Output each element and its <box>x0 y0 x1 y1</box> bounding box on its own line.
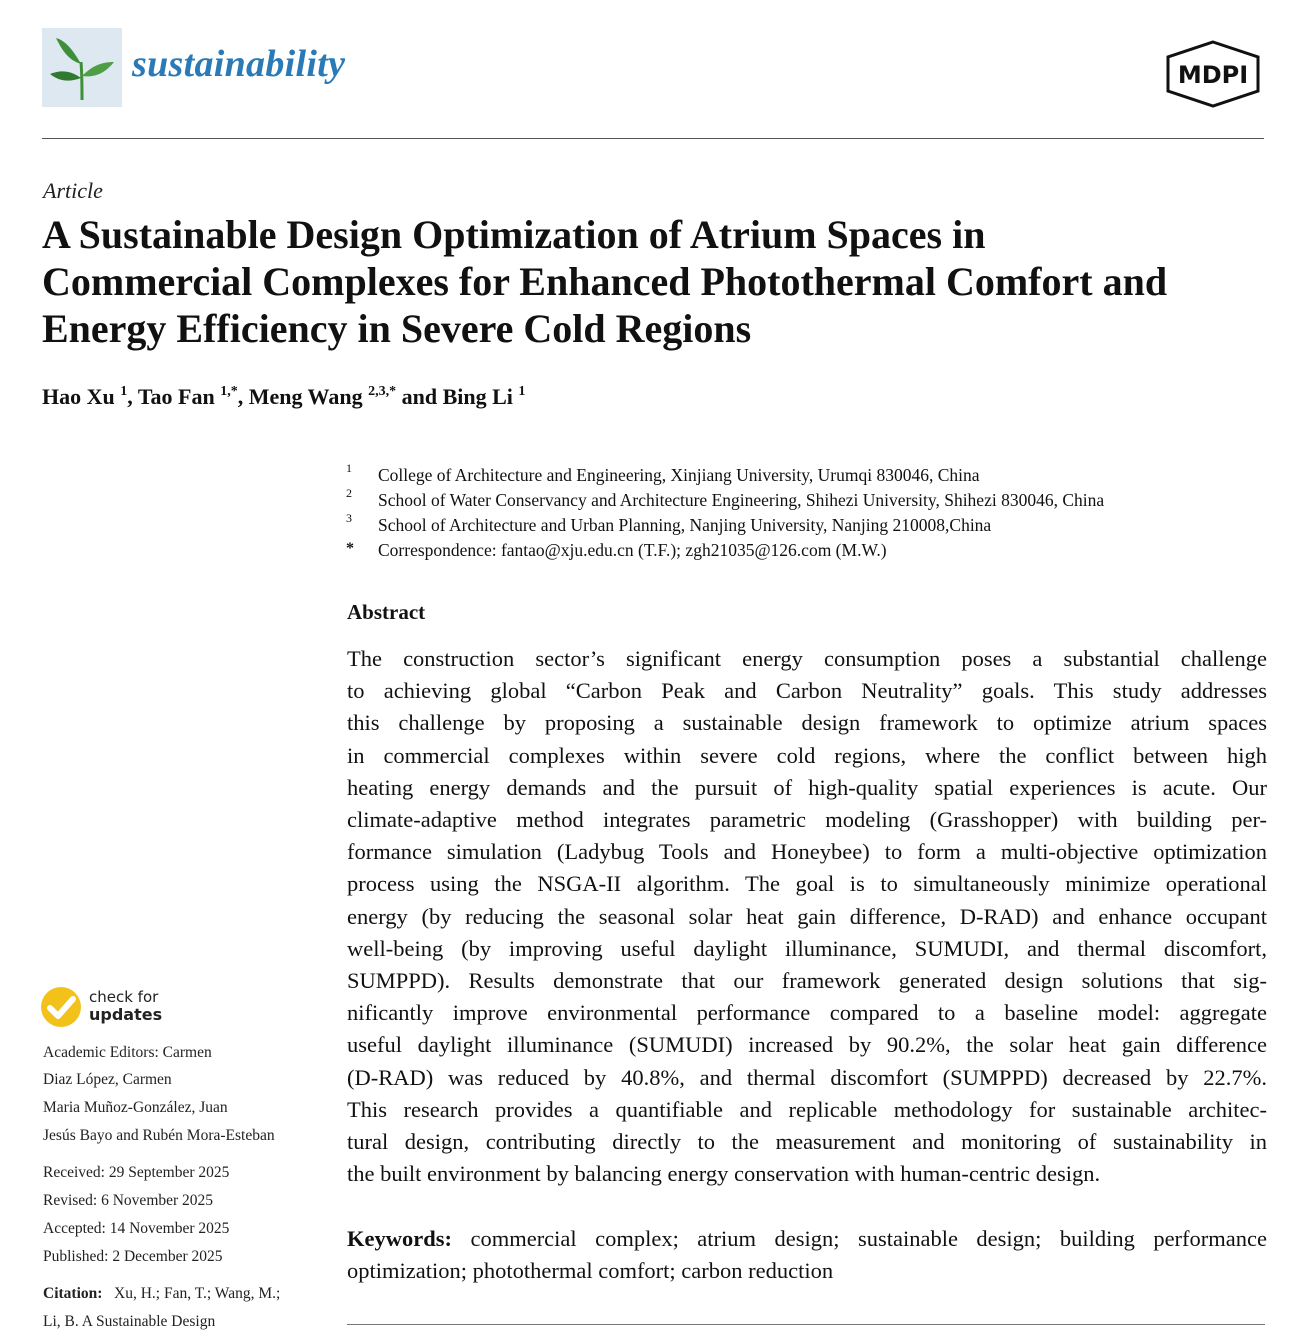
author-list <box>42 384 525 410</box>
plant-leaves-icon <box>42 28 122 107</box>
abstract-body <box>347 643 1267 1190</box>
keywords-block <box>347 1223 1267 1287</box>
title-line: A Sustainable Design Optimization of Atrium Spaces in <box>42 212 986 257</box>
footer-divider <box>347 1324 1265 1325</box>
publisher-logo[interactable] <box>1160 40 1266 108</box>
keywords-label: Keywords: <box>347 1226 452 1251</box>
author-separator: and <box>396 384 443 409</box>
abstract-line: SUMPPD). Results demonstrate that our framework generated design solutions that sig- <box>347 968 1267 994</box>
citation-line <box>43 1285 280 1303</box>
revised-date: Revised: 6 November 2025 <box>43 1192 214 1209</box>
accepted-date: Accepted: 14 November 2025 <box>43 1220 230 1237</box>
journal-logo[interactable] <box>42 28 122 107</box>
affiliation-mark: 3 <box>346 511 352 525</box>
abstract-line: This research provides a quantifiable and replicable methodology for sustainable architec- <box>347 1096 1267 1122</box>
abstract-line: in commercial complexes within severe cold regions, where the conflict between high <box>347 742 1267 768</box>
abstract-line: nificantly improve environmental performance compared to a baseline model: aggregate <box>347 1000 1267 1026</box>
abstract-line: to achieving global “Carbon Peak and Carbon Neutrality” goals. This study addresses <box>347 678 1267 704</box>
author-name[interactable]: Hao Xu <box>42 384 115 409</box>
affiliation-text: School of Water Conservancy and Architecture Engineering, Shihezi University, Shihezi 830046, China <box>378 490 1105 510</box>
check-for-updates-badge[interactable] <box>40 986 82 1028</box>
abstract-line: (D-RAD) was reduced by 40.8%, and thermal discomfort (SUMPPD) decreased by 22.7%. <box>347 1064 1267 1090</box>
author-affiliation-mark: 1,* <box>220 384 238 399</box>
citation-line: Li, B. A Sustainable Design <box>43 1313 216 1330</box>
author-affiliation-mark: 2,3,* <box>368 384 397 399</box>
citation-text: Xu, H.; Fan, T.; Wang, M.; <box>114 1285 281 1302</box>
abstract-line: this challenge by proposing a sustainable design framework to optimize atrium spaces <box>347 710 1267 736</box>
title-line: Commercial Complexes for Enhanced Photothermal Comfort and <box>42 259 1168 304</box>
check-for-updates-label[interactable] <box>89 988 162 1024</box>
abstract-heading: Abstract <box>347 600 426 624</box>
abstract-line: climate-adaptive method integrates parametric modeling (Grasshopper) with building per- <box>347 807 1267 833</box>
published-date: Published: 2 December 2025 <box>43 1248 223 1265</box>
abstract-line: the built environment by balancing energy conservation with human-centric design. <box>347 1161 1101 1187</box>
article-type: Article <box>43 178 103 203</box>
author-name[interactable]: Meng Wang <box>248 384 363 409</box>
author-separator: , <box>237 384 249 409</box>
correspondence-mark: * <box>346 540 354 557</box>
editors-line: Jesús Bayo and Rubén Mora-Esteban <box>43 1127 275 1144</box>
affiliation-mark: 2 <box>346 486 352 500</box>
received-date: Received: 29 September 2025 <box>43 1164 230 1181</box>
editors-line: Academic Editors: Carmen <box>43 1044 212 1061</box>
abstract-line: process using the NSGA-II algorithm. The goal is to simultaneously minimize operational <box>347 871 1267 897</box>
affiliation-text: School of Architecture and Urban Planning, Nanjing University, Nanjing 210008,China <box>378 515 992 535</box>
citation-label: Citation: <box>43 1285 103 1302</box>
checkmark-badge-icon <box>40 986 82 1028</box>
check-for-text: check for <box>89 988 159 1006</box>
author-affiliation-mark: 1 <box>120 384 128 399</box>
correspondence-text[interactable]: Correspondence: fantao@xju.edu.cn (T.F.); zgh21035@126.com (M.W.) <box>378 540 887 560</box>
author-affiliation-mark: 1 <box>518 384 526 399</box>
updates-text: updates <box>89 1005 163 1024</box>
abstract-line: well-being (by improving useful daylight illuminance, SUMUDI, and thermal discomfort, <box>347 935 1267 961</box>
journal-name[interactable]: sustainability <box>132 43 346 85</box>
affiliation-mark: 1 <box>346 461 352 475</box>
editors-line: Diaz López, Carmen <box>43 1071 172 1088</box>
abstract-line: useful daylight illuminance (SUMUDI) increased by 90.2%, the solar heat gain difference <box>347 1032 1267 1058</box>
publisher-name: MDPI <box>1177 61 1249 89</box>
author-name[interactable]: Bing Li <box>442 384 513 409</box>
abstract-line: heating energy demands and the pursuit of high-quality spatial experiences is acute. Our <box>347 774 1267 800</box>
affiliation-text: College of Architecture and Engineering, Xinjiang University, Urumqi 830046, China <box>378 465 980 485</box>
title-line: Energy Efficiency in Severe Cold Regions <box>42 306 752 351</box>
header-divider <box>42 138 1264 139</box>
editors-line: Maria Muñoz-González, Juan <box>43 1099 228 1116</box>
abstract-line: formance simulation (Ladybug Tools and Honeybee) to form a multi-objective optimization <box>347 839 1267 865</box>
keywords-text: commercial complex; atrium design; sustainable design; building performance <box>470 1226 1267 1251</box>
author-name[interactable]: Tao Fan <box>137 384 215 409</box>
abstract-line: energy (by reducing the seasonal solar heat gain difference, D-RAD) and enhance occupant <box>347 903 1267 929</box>
author-separator: , <box>127 384 138 409</box>
keywords-text: optimization; photothermal comfort; carbon reduction <box>347 1258 834 1284</box>
abstract-line: The construction sector’s significant energy consumption poses a substantial challenge <box>347 646 1267 671</box>
article-title <box>42 211 1272 352</box>
abstract-line: tural design, contributing directly to the measurement and monitoring of sustainability in <box>347 1129 1267 1155</box>
